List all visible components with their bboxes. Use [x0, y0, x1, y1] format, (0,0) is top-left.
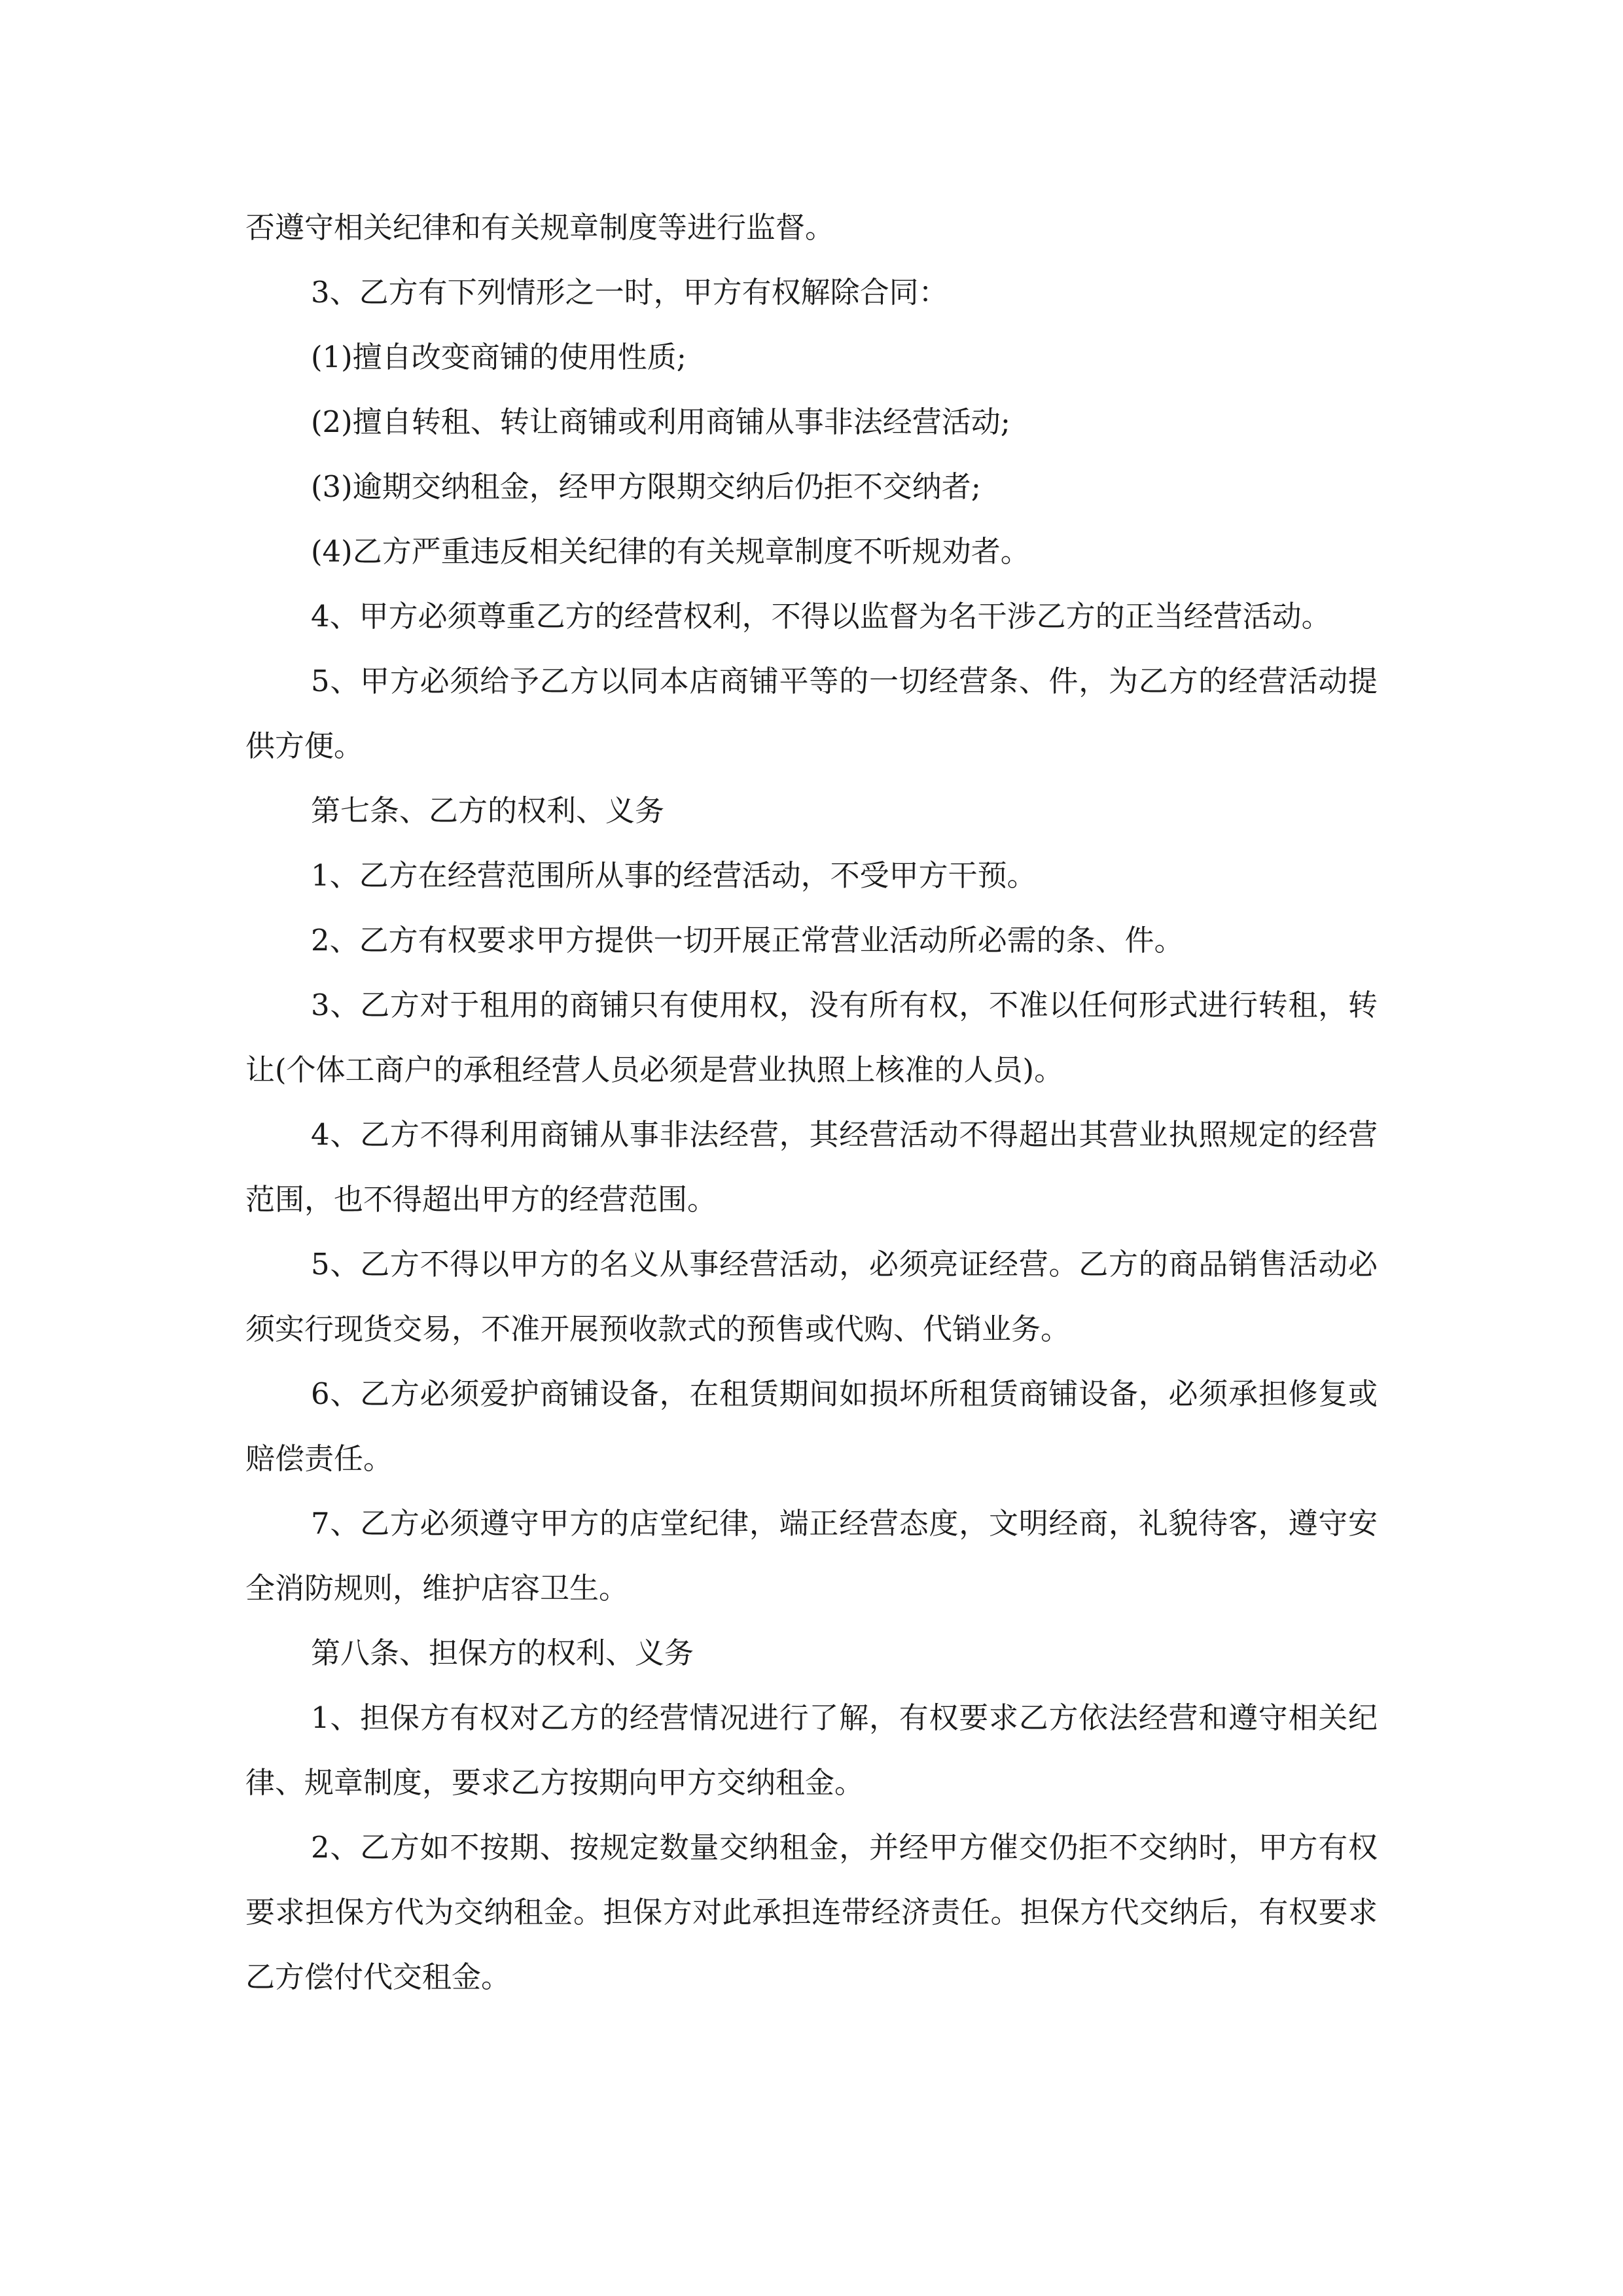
- paragraph: (3)逾期交纳租金，经甲方限期交纳后仍拒不交纳者;: [311, 469, 981, 504]
- section-heading: 第八条、担保方的权利、义务: [311, 1636, 694, 1670]
- paragraph: (4)乙方严重违反相关纪律的有关规章制度不听规劝者。: [311, 534, 1030, 569]
- paragraph: 6、乙方必须爱护商铺设备，在租赁期间如损坏所租赁商铺设备，必须承担修复或赔偿责任。: [245, 1376, 1378, 1476]
- paragraph: 5、甲方必须给予乙方以同本店商铺平等的一切经营条、件，为乙方的经营活动提供方便。: [245, 664, 1378, 763]
- paragraph: 1、担保方有权对乙方的经营情况进行了解，有权要求乙方依法经营和遵守相关纪律、规章制度，要求乙方按期向甲方交纳租金。: [245, 1700, 1378, 1800]
- paragraph: 4、乙方不得利用商铺从事非法经营，其经营活动不得超出其营业执照规定的经营范围，也不得超出甲方的经营范围。: [245, 1117, 1378, 1217]
- paragraph: 3、乙方对于租用的商铺只有使用权，没有所有权，不准以任何形式进行转租，转让(个体工商户的承租经营人员必须是营业执照上核准的人员)。: [245, 988, 1378, 1087]
- paragraph: 2、乙方如不按期、按规定数量交纳租金，并经甲方催交仍拒不交纳时，甲方有权要求担保方代为交纳租金。担保方对此承担连带经济责任。担保方代交纳后，有权要求乙方偿付代交租金。: [245, 1830, 1378, 1994]
- paragraph: (1)擅自改变商铺的使用性质;: [311, 340, 687, 374]
- paragraph: (2)擅自转租、转让商铺或利用商铺从事非法经营活动;: [311, 404, 1010, 439]
- paragraph: 否遵守相关纪律和有关规章制度等进行监督。: [245, 210, 835, 245]
- paragraph: 3、乙方有下列情形之一时，甲方有权解除合同：: [311, 275, 948, 310]
- paragraph: 4、甲方必须尊重乙方的经营权利，不得以监督为名干涉乙方的正当经营活动。: [311, 599, 1331, 634]
- paragraph: 5、乙方不得以甲方的名义从事经营活动，必须亮证经营。乙方的商品销售活动必须实行现货交易，不准开展预收款式的预售或代购、代销业务。: [245, 1247, 1378, 1346]
- document-body: [245, 195, 1378, 2009]
- paragraph: 2、乙方有权要求甲方提供一切开展正常营业活动所必需的条、件。: [311, 923, 1184, 958]
- paragraph: 1、乙方在经营范围所从事的经营活动，不受甲方干预。: [311, 858, 1037, 893]
- paragraph: 7、乙方必须遵守甲方的店堂纪律，端正经营态度，文明经商，礼貌待客，遵守安全消防规则，维护店容卫生。: [245, 1506, 1378, 1605]
- section-heading: 第七条、乙方的权利、义务: [311, 793, 665, 828]
